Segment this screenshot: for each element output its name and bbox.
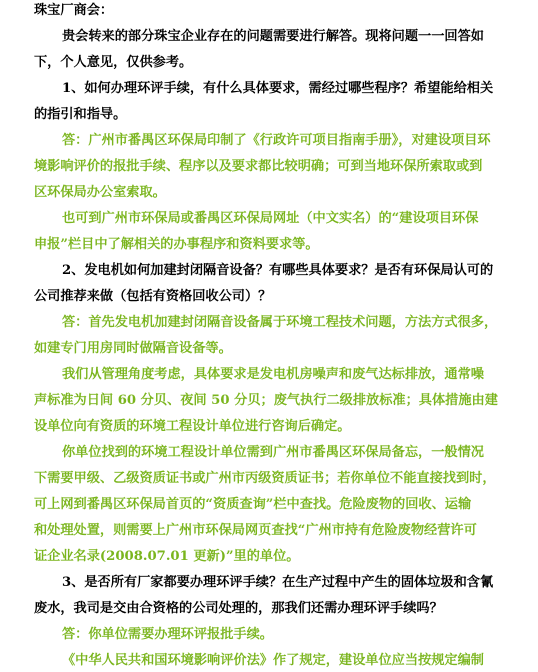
intro-line-1: 贵会转来的部分珠宝企业存在的问题需要进行解答。现将问题一一回答如 [62,29,484,44]
answer-2c-line-2: 下需要甲级、乙级资质证书或广州市丙级资质证书；若你单位不能直接找到时， [34,471,496,486]
answer-1b-line-2: 申报”栏目中了解相关的办事程序和资料要求等。 [34,237,319,252]
answer-2c-line-4: 和处理处置，则需要上广州市环保局网页查找“广州市持有危险废物经营许可 [34,523,477,538]
salutation: 珠宝厂商会： [34,3,114,18]
answer-2c-line-1: 你单位找到的环境工程设计单位需到广州市番禺区环保局备忘，一般情况 [62,445,484,460]
question-2-line-2: 公司推荐来做（包括有资格回收公司）？ [34,289,272,304]
answer-1-line-3: 区环保局办公室索取。 [34,185,166,200]
answer-2-line-2: 如建专门用房同时做隔音设备等。 [34,341,232,356]
answer-2b-line-1: 我们从管理角度考虑，具体要求是发电机房噪声和废气达标排放，通常噪 [62,367,484,382]
answer-1-line-2: 境影响评价的报批手续、程序以及要求都比较明确；可到当地环保所索取或到 [34,159,483,174]
answer-2b-line-3: 设单位向有资质的环境工程设计单位进行咨询后确定。 [34,419,351,434]
answer-1b-line-1: 也可到广州市环保局或番禺区环保局网址（中文实名）的“建设项目环保 [62,211,479,226]
question-2-line-1: 2、发电机如何加建封闭隔音设备？有哪些具体要求？是否有环保局认可的 [62,263,494,278]
question-3-line-2: 废水，我司是交由合资格的公司处理的，那我们还需办理环评手续吗？ [34,601,443,616]
question-1-line-1: 1、如何办理环评手续，有什么具体要求，需经过哪些程序？希望能给相关 [62,81,494,96]
answer-2c-line-5: 证企业名录(2008.07.01 更新)”里的单位。 [34,549,300,564]
answer-2b-line-2: 声标准为日间 60 分贝、夜间 50 分贝；废气执行二级排放标准；具体措施由建 [34,393,498,408]
answer-2-line-1: 答：首先发电机加建封闭隔音设备属于环境工程技术问题，方法方式很多， [62,315,498,330]
answer-3b-line-1: 《中华人民共和国环境影响评价法》作了规定，建设单位应当按规定编制 [62,653,484,668]
question-1-line-2: 的指引和指导。 [34,107,127,122]
answer-3-line-1: 答：你单位需要办理环评报批手续。 [62,627,273,642]
answer-2c-line-3: 可上网到番禺区环保局首页的“资质查询”栏中查找。危险废物的回收、运输 [34,497,472,512]
question-3-line-1: 3、是否所有厂家都要办理环评手续？在生产过程中产生的固体垃圾和含氰 [62,575,494,590]
answer-1-line-1: 答：广州市番禺区环保局印制了《行政许可项目指南手册》，对建设项目环 [62,133,491,148]
intro-line-2: 下，个人意见，仅供参考。 [34,55,193,70]
